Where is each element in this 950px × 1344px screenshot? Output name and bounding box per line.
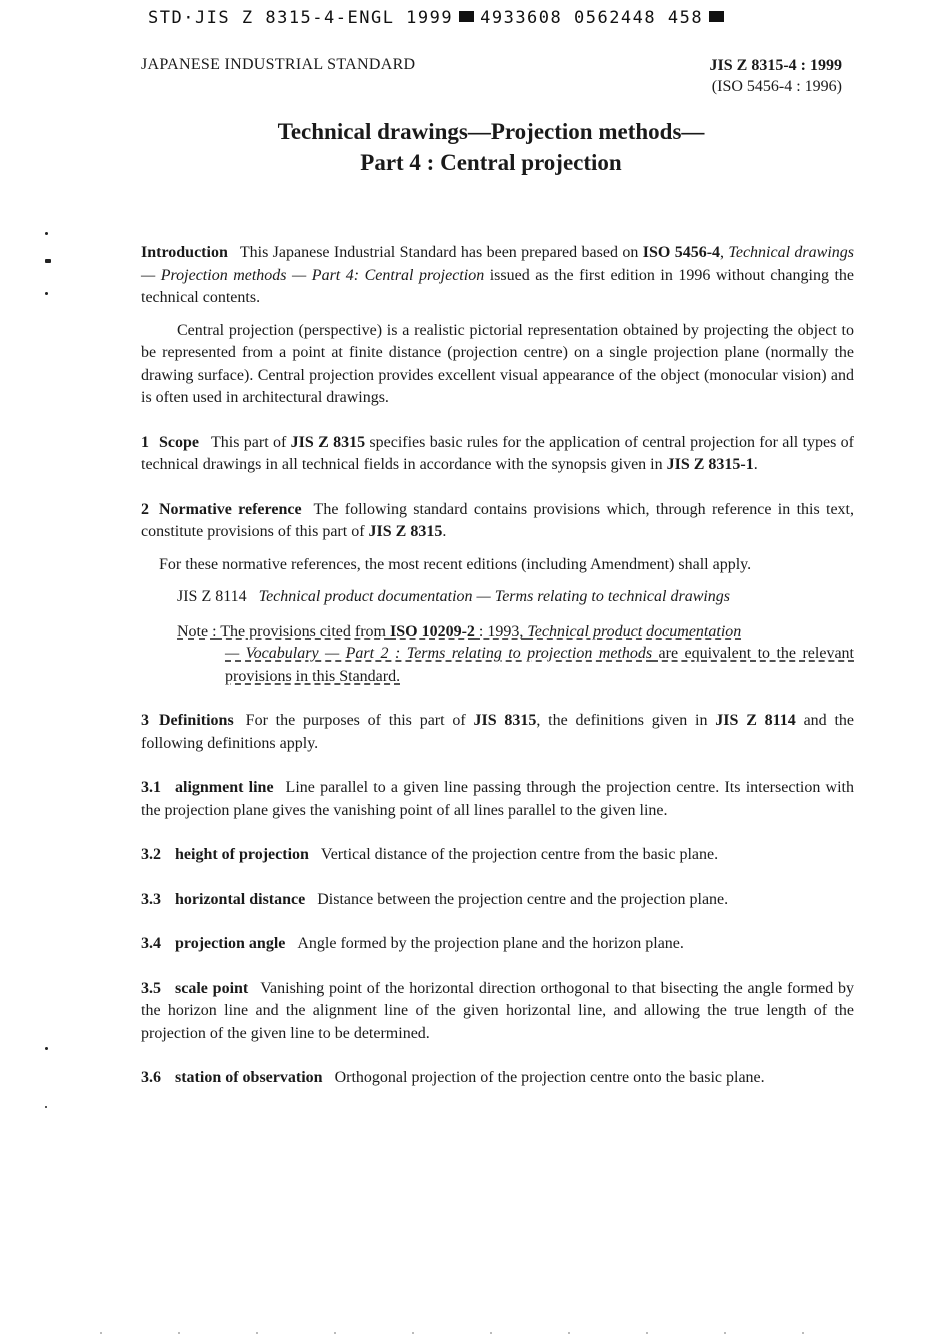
- scope-text: specifies basic rules for the application of central projection for all types of technical drawings in all technical fields in accordance with the synopsis given in: [141, 433, 854, 473]
- definitions-text: For the purposes of this part of: [245, 712, 474, 729]
- intro-text: ,: [720, 244, 729, 261]
- introduction-paragraph-2: Central projection (perspective) is a realistic pictorial representation obtained by projecting the object to be represented from a point at finite distance (projection centre) on a single projection plane (normally the drawing surface). Central projection provides excellent visual appearance of the object (monocular vision) and is often used in architectural drawings.: [141, 321, 854, 406]
- standard-id: [710, 55, 842, 97]
- definition-term: height of projection: [175, 846, 309, 863]
- normative-paragraph-2: For these normative references, the most recent editions (including Amendment) shall apply.: [159, 555, 752, 573]
- note-text: The provisions cited from: [216, 622, 390, 640]
- definition-item: [141, 889, 854, 912]
- normative-reference-section: [141, 499, 854, 544]
- scope-section: [141, 432, 854, 477]
- title-line-1: Technical drawings—Projection methods—: [277, 119, 705, 144]
- normative-text: The following standard contains provisions which, through reference in this text, constitute provisions of this part of: [141, 500, 854, 540]
- definition-term: scale point: [175, 979, 249, 997]
- definition-text: Line parallel to a given line passing through the projection centre. Its intersection with the projection plane gives the vanishing point of all lines parallel to the given line.: [141, 779, 854, 819]
- definition-term: projection angle: [175, 935, 286, 952]
- reference-code: JIS Z 8114: [177, 588, 247, 605]
- header-block-mark: [709, 11, 724, 22]
- normative-heading: Normative reference: [159, 500, 302, 518]
- definition-number: 3.3: [141, 890, 161, 908]
- section-number: 1: [141, 433, 149, 451]
- intro-text: This Japanese Industrial Standard has been prepared based on: [239, 244, 643, 261]
- margin-mark: [45, 292, 48, 295]
- definition-number: 3.4: [141, 935, 161, 952]
- section-number: 2: [141, 500, 149, 518]
- definition-item: [141, 844, 854, 867]
- normative-text: .: [442, 523, 447, 540]
- note-label: Note :: [177, 622, 217, 640]
- header-block-mark: [459, 11, 474, 22]
- header-code-number: 4933608 0562448 458: [480, 8, 704, 28]
- definition-number: 3.1: [141, 779, 161, 796]
- note-continuation: [177, 643, 854, 688]
- introduction-paragraph: [141, 242, 854, 310]
- definition-number: 3.5: [141, 979, 161, 997]
- intro-iso-ref: ISO 5456-4: [642, 244, 721, 261]
- scope-text: .: [753, 456, 758, 473]
- definitions-text: , the definitions given in: [536, 712, 716, 729]
- header-code-prefix: STD·JIS Z 8315-4-ENGL 1999: [148, 8, 454, 28]
- definition-text: Distance between the projection centre and the projection plane.: [317, 890, 729, 908]
- scope-text: This part of: [211, 433, 291, 451]
- definitions-heading: Definitions: [159, 712, 234, 729]
- margin-mark: [45, 232, 48, 235]
- note-text: : 1993,: [474, 622, 528, 640]
- note-title: Technical product documentation: [527, 622, 742, 640]
- margin-mark: [45, 1106, 47, 1108]
- definition-text: Vanishing point of the horizontal direction orthogonal to that bisecting the angle formed by the horizon line and the alignment line of the given horizontal line, and allowing the true length of the projection of the given line to be determined.: [141, 979, 855, 1042]
- note-title: — Vocabulary — Part 2 : Terms relating to projection methods: [225, 645, 653, 662]
- standard-id-iso: (ISO 5456-4 : 1996): [711, 78, 842, 95]
- definition-text: Orthogonal projection of the projection centre onto the basic plane.: [334, 1069, 765, 1086]
- standard-label: JAPANESE INDUSTRIAL STANDARD: [141, 56, 416, 73]
- normative-ref: JIS Z 8315: [368, 523, 443, 540]
- normative-reference-item: [177, 586, 854, 609]
- margin-mark: [45, 1047, 48, 1050]
- definition-number: 3.6: [141, 1069, 161, 1086]
- scope-ref: JIS Z 8315: [290, 433, 366, 451]
- reference-title: Technical product documentation — Terms relating to technical drawings: [258, 588, 731, 605]
- intro-text: issued as the first edition in 1996 without changing the technical contents.: [141, 266, 855, 306]
- definitions-section: [141, 710, 854, 755]
- definition-text: Angle formed by the projection plane and the horizon plane.: [297, 935, 684, 952]
- scan-artifact-dots: [100, 1332, 880, 1334]
- definition-item: [141, 777, 854, 822]
- intro-iso-title: Technical drawings — Projection methods — Part 4: Central projection: [141, 244, 855, 284]
- document-header-code: [148, 8, 730, 28]
- definition-text: Vertical distance of the projection centre from the basic plane.: [320, 846, 719, 863]
- scope-ref: JIS Z 8315-1: [666, 456, 754, 473]
- definition-item: [141, 1067, 854, 1090]
- definition-item: [141, 933, 854, 956]
- page-title: [141, 116, 841, 178]
- definition-term: station of observation: [175, 1069, 323, 1086]
- definitions-ref: JIS Z 8114: [715, 712, 796, 729]
- note: [177, 621, 854, 689]
- scope-heading: Scope: [159, 433, 199, 451]
- definition-term: alignment line: [175, 779, 274, 796]
- definition-item: [141, 978, 854, 1046]
- definition-number: 3.2: [141, 846, 161, 863]
- section-number: 3: [141, 712, 149, 729]
- title-line-2: Part 4 : Central projection: [360, 150, 622, 175]
- note-iso-ref: ISO 10209-2: [390, 622, 475, 640]
- document-body: [141, 242, 854, 1090]
- definition-term: horizontal distance: [175, 890, 306, 908]
- definitions-text: and the following definitions apply.: [141, 712, 854, 752]
- note-text: are equivalent to the relevant provisions in this Standard.: [225, 645, 855, 685]
- margin-mark: [45, 259, 51, 263]
- standard-id-jis: JIS Z 8315-4 : 1999: [709, 57, 842, 74]
- introduction-heading: Introduction: [141, 244, 228, 261]
- definitions-ref: JIS 8315: [473, 712, 537, 729]
